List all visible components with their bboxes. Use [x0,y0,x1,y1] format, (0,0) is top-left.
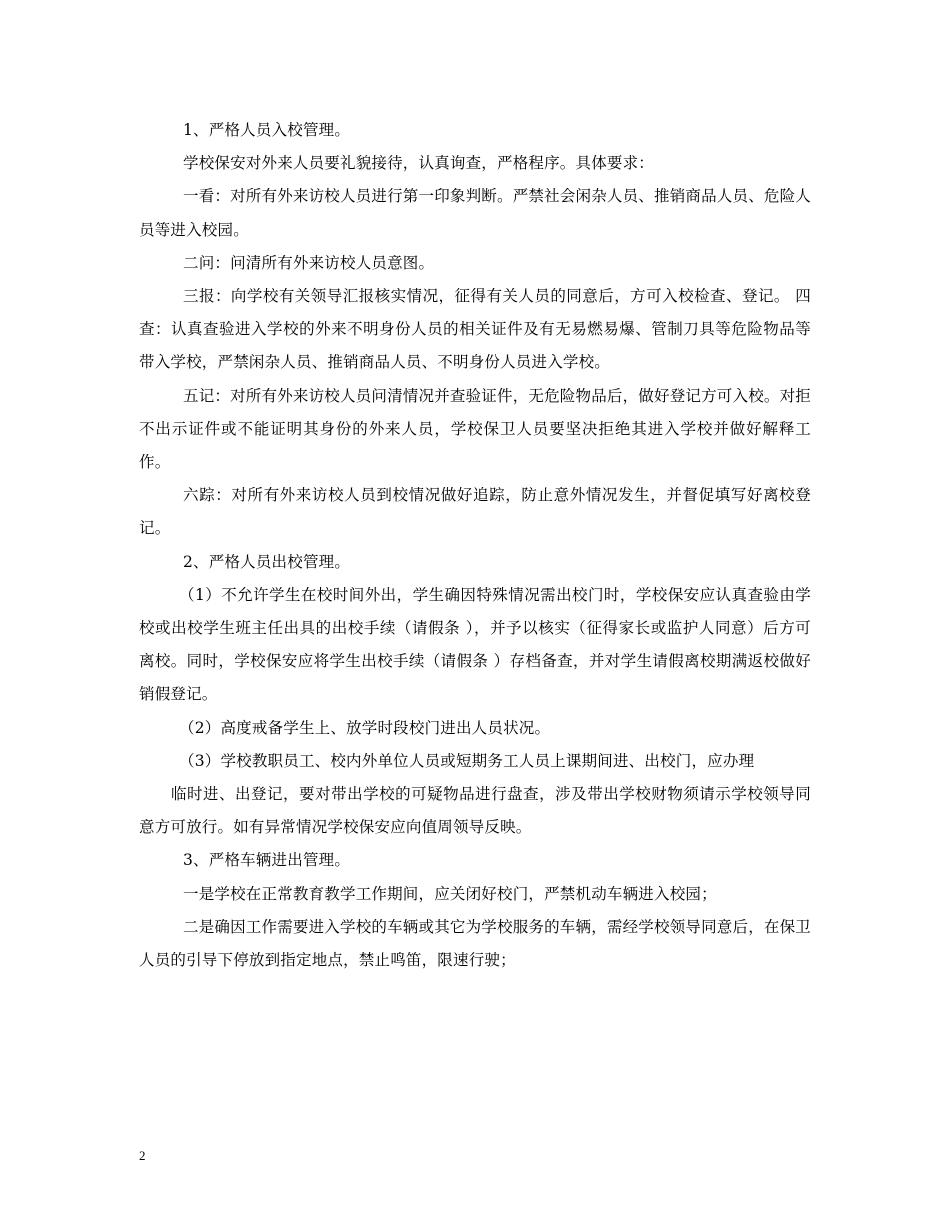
section-heading-exit: 2、严格人员出校管理。 [183,552,351,571]
paragraph-report-check: 三报：向学校有关领导汇报核实情况，征得有关人员的同意后，方可入校检查、登记。 四查：认真查验进入学校的外来不明身份人员的相关证件及有无易燃易爆、管制刀具等危险物品等带入学校，严禁闲杂人员、推销商品人员、不明身份人员进入学校。 [139,287,811,372]
page-number: 2 [139,1148,146,1163]
paragraph-ask: 二问：问清所有外来访校人员意图。 [183,253,435,272]
paragraph-look: 一看：对所有外来访校人员进行第一印象判断。严禁社会闲杂人员、推销商品人员、危险人员等进入校园。 [139,187,812,239]
section-heading-entry: 1、严格人员入校管理。 [183,121,351,139]
paragraph-vehicles-1: 一是学校在正常教育教学工作期间，应关闭好校门，严禁机动车辆进入校园； [183,884,717,903]
paragraph-intro: 学校保安对外来人员要礼貌接待，认真询查，严格程序。具体要求： [183,154,655,173]
paragraph-exit-item-2: （2）高度戒备学生上、放学时段校门进出人员状况。 [179,718,551,737]
paragraph-record: 五记：对所有外来访校人员问清情况并查验证件，无危险物品后，做好登记方可入校。对拒不出示证件或不能证明其身份的外来人员，学校保卫人员要坚决拒绝其进入学校并做好解释工作。 [139,386,812,472]
section-heading-vehicles: 3、严格车辆进出管理。 [183,851,351,870]
paragraph-vehicles-2: 二是确因工作需要进入学校的车辆或其它为学校服务的车辆，需经学校领导同意后，在保卫人员的引导下停放到指定地点，禁止鸣笛，限速行驶； [139,917,812,970]
paragraph-exit-item-3: （3）学校教职员工、校内外单位人员或短期务工人员上课期间进、出校门，应办理 [179,751,755,770]
paragraph-exit-item-1: （1）不允许学生在校时间外出，学生确因特殊情况需出校门时，学校保安应认真查验由学校或出校学生班主任出具的出校手续（请假条 ），并予以核实（征得家长或监护人同意）后方可离校。同时，学校保安应将学生出校手续（请假条 ）存档备查，并对学生请假离校期满返校做好销假登记。 [139,585,811,704]
paragraph-track: 六踪：对所有外来访校人员到校情况做好追踪，防止意外情况发生，并督促填写好离校登记。 [139,486,811,538]
document-body [139,114,811,977]
paragraph-exit-item-3-continued: 临时进、出登记，要对带出学校的可疑物品进行盘查，涉及带出学校财物须请示学校领导同意方可放行。如有异常情况学校保安应向值周领导反映。 [139,785,811,837]
